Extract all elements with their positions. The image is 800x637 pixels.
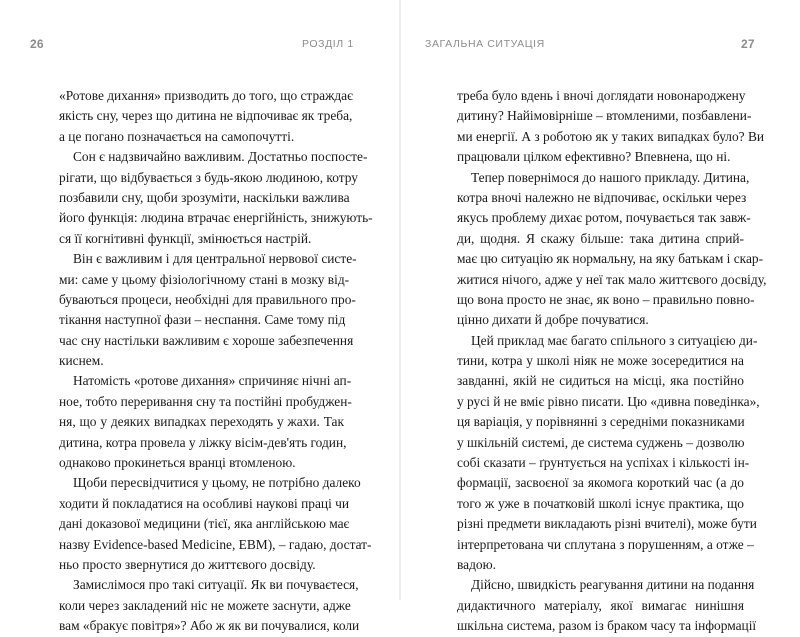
text-line: а це погано позначається на самопочутті. <box>59 128 295 144</box>
text-line: дитина, котра провела у ліжку вісім-дев'ять годин, <box>59 434 347 450</box>
text-line: собі сказати – ґрунтується на успіхах і кількості ін- <box>457 455 750 471</box>
text-line: дидактичного матеріалу, якої вимагає нинішня <box>457 597 744 613</box>
text-line: Замислімося про такі ситуації. Як ви почуваєтеся, <box>73 577 359 593</box>
text-line: час сну настільки важливим є хороше забезпечення <box>59 332 354 348</box>
text-line: цінно дихати й добре почуватися. <box>457 312 649 328</box>
text-line: Тепер повернімося до нашого прикладу. Дитина, <box>471 169 750 185</box>
text-line: тікання наступної фази – неспання. Саме тому під <box>59 312 346 328</box>
text-line: Цей приклад має багато спільного з ситуацією ди- <box>471 332 758 348</box>
text-line: дитину? Найімовірніше – втомленими, позбавлени- <box>457 108 752 124</box>
text-line: якусь проблему дихає ротом, почувається так завж- <box>457 210 751 226</box>
text-line: буваються процеси, необхідні для правильного про- <box>59 291 356 307</box>
text-line: його функція: людина втрачає енергійність, знижують- <box>59 210 373 226</box>
text-line: ньо просто звернутися до життєвого досвіду. <box>59 556 316 572</box>
text-line: рігати, що відбувається з будь-якою людиною, котру <box>59 169 358 185</box>
body-text <box>457 86 767 637</box>
text-line: ся її когнітивні функції, змінюється настрій. <box>59 230 312 246</box>
page-number: 26 <box>30 37 44 51</box>
text-line: різні предмети викладають різні вчителі), може бути <box>457 516 757 532</box>
text-line: коли через закладений ніс не можете заснути, адже <box>59 597 351 613</box>
text-line: ця варіація, у порівнянні з середніми показниками <box>457 414 745 430</box>
text-line: Натомість «ротове дихання» спричиняє нічні ап- <box>73 373 352 389</box>
text-line: тини, котра у школі ніяк не може зосередитися на <box>457 353 744 369</box>
body-text <box>59 86 373 637</box>
text-line: ное, тобто переривання сну та постійні пробуджен- <box>59 393 352 409</box>
text-line: що вона просто не знає, як воно – правильно повно- <box>457 291 755 307</box>
text-line: «Ротове дихання» призводить до того, що страждає <box>59 88 353 103</box>
text-line: ходити й покладатися на особливі наукові праці чи <box>59 495 350 511</box>
text-line: у шкільній системі, де система суджень – дозволю <box>457 434 745 450</box>
text-line: завданні, якій не сидиться на місці, яка постійно <box>457 373 744 389</box>
text-line: працювали цілком ефективно? Впевнена, що ні. <box>457 149 731 165</box>
text-line: вам «бракує повітря»? Або ж як ви почувалися, коли <box>59 618 360 634</box>
text-line: однаково прокинеться вранці втомленою. <box>59 455 296 471</box>
text-line: якість сну, через що дитина не відпочиває як треба, <box>59 108 353 124</box>
text-line: ди, щодня. Я скажу більше: така дитина сприй- <box>457 230 744 246</box>
text-line: назву Evidence-based Medicine, EBM), – гадаю, достат- <box>59 536 372 552</box>
text-line: шкільна система, разом із браком часу та інформації <box>457 618 757 634</box>
running-head: РОЗДІЛ 1 <box>302 38 354 50</box>
text-line: має цю ситуацію як нормальну, на яку батькам і скар- <box>457 251 764 267</box>
right-page <box>400 0 800 634</box>
text-line: Дійсно, швидкість реагування дитини на подання <box>471 577 755 593</box>
text-line: ми енергії. А з роботою як у таких випадках було? Ви <box>457 128 765 144</box>
text-line: житися нічого, адже у неї так мало життєвого досвіду, <box>457 271 767 287</box>
text-line: Сон є надзвичайно важливим. Достатньо поспосте- <box>73 149 368 165</box>
text-line: котра вночі належно не відпочиває, оскільки через <box>457 189 747 205</box>
text-line: треба було вдень і вночі доглядати новонароджену <box>457 88 746 103</box>
text-line: позбавили сну, щоби зрозуміти, наскільки важлива <box>59 189 350 205</box>
page-number: 27 <box>741 37 755 51</box>
text-line: формації, засвоєної за якомога короткий час (а до <box>457 475 744 491</box>
text-line: Він є важливим і для центральної нервової систе- <box>73 251 357 267</box>
text-line: ми: саме у цьому фізіологічному стані в мозку від- <box>59 271 350 287</box>
text-line: вадою. <box>457 556 496 572</box>
text-line: у русі й не вміє рівно писати. Цю «дивна поведінка», <box>457 393 760 409</box>
running-head: ЗАГАЛЬНА СИТУАЦІЯ <box>425 38 545 50</box>
text-line: Щоби пересвідчитися у цьому, не потрібно далеко <box>73 475 361 491</box>
text-line: інтерпретована чи сплутана з порушенням, а отже – <box>457 536 754 552</box>
text-line: киснем. <box>59 353 104 369</box>
text-line: дані доказової медицини (тієї, яка англійською має <box>59 516 350 532</box>
text-line: ня, що у деяких випадках переходять у жахи. Так <box>59 414 344 430</box>
left-page <box>0 0 400 634</box>
text-line: того ж уже в початковій школі існує практика, що <box>457 495 744 511</box>
